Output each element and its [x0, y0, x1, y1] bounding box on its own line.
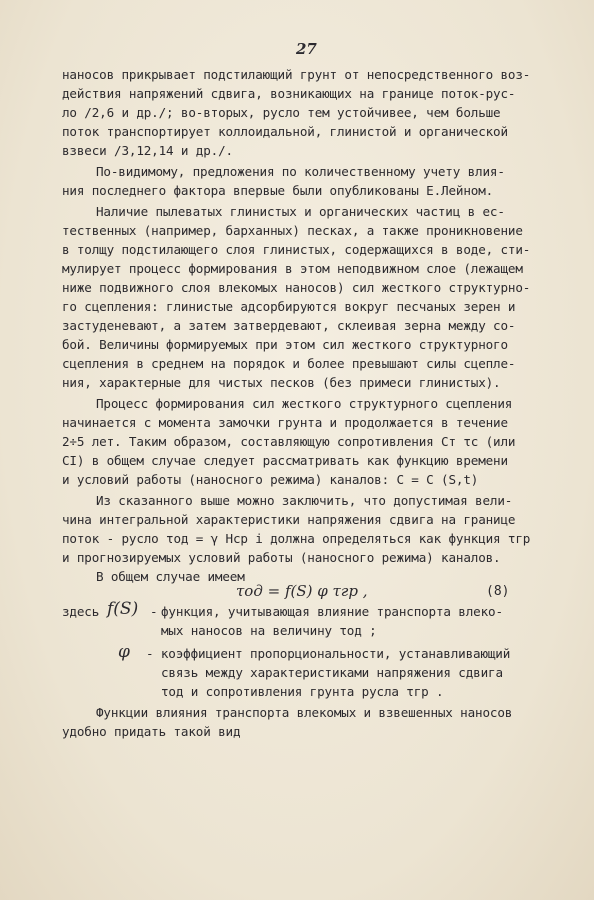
text-line: застуденевают, а затем затвердевают, склеивая зерна между со-: [62, 318, 516, 333]
text-line: 2÷5 лет. Таким образом, составляющую сопротивления Cт τс (или: [62, 434, 516, 449]
page-number: 27: [296, 40, 317, 58]
definition-prefix: здесь: [62, 604, 100, 619]
equation: τод = f(S) φ τгр ,: [236, 582, 368, 600]
text-line: Процесс формирования сил жесткого структурного сцепления: [96, 396, 513, 411]
text-line: сцепления в среднем на порядок и более превышают силы сцепле-: [62, 356, 516, 371]
text-line: ния, характерные для чистых песков (без примеси глинистых).: [62, 375, 501, 390]
text-line: связь между характеристиками напряжения сдвига: [161, 665, 503, 680]
text-line: - коэффициент пропорциональности, устанавливающий: [146, 646, 511, 661]
text-line: Функции влияния транспорта влекомых и взвешенных наносов: [96, 705, 513, 720]
text-line: ниже подвижного слоя влекомых наносов) сил жесткого структурно-: [62, 280, 531, 295]
text-line: мулирует процесс формирования в этом неподвижном слое (лежащем: [62, 261, 523, 276]
text-line: взвеси /3,12,14 и др./.: [62, 143, 233, 158]
equation-number: (8): [486, 584, 510, 599]
text-line: начинается с момента замочки грунта и продолжается в течение: [62, 415, 508, 430]
text-line: По-видимому, предложения по количественному учету влия-: [96, 164, 505, 179]
definition-dash: -: [150, 604, 158, 619]
text-line: мых наносов на величину τод ;: [161, 623, 377, 638]
text-line: τод и сопротивления грунта русла τгр .: [161, 684, 444, 699]
text-line: наносов прикрывает подстилающий грунт от непосредственного воз-: [62, 67, 531, 82]
text-line: ния последнего фактора впервые были опубликованы Е.Лейном.: [62, 183, 494, 198]
text-line: Наличие пылеватых глинистых и органических частиц в ес-: [96, 204, 505, 219]
text-line: бой. Величины формируемых при этом сил жесткого структурного: [62, 337, 508, 352]
text-line: функция, учитывающая влияние транспорта влеко-: [161, 604, 503, 619]
definition-symbol-phi: φ: [118, 642, 130, 662]
definition-symbol-fs: f(S): [107, 599, 139, 619]
text-line: и условий работы (наносного режима) каналов: C = C (S,t): [62, 472, 479, 487]
text-line: действия напряжений сдвига, возникающих на границе поток-рус-: [62, 86, 516, 101]
text-line: в толщу подстилающего слоя глинистых, содержащихся в воде, сти-: [62, 242, 531, 257]
text-line: В общем случае имеем: [96, 569, 245, 584]
text-line: го сцепления: глинистые адсорбируются вокруг песчаных зерен и: [62, 299, 516, 314]
text-line: ло /2,6 и др./; во-вторых, русло тем устойчивее, чем больше: [62, 105, 501, 120]
text-line: Из сказанного выше можно заключить, что допустимая вели-: [96, 493, 513, 508]
text-line: поток транспортирует коллоидальной, глинистой и органической: [62, 124, 508, 139]
text-line: поток - русло τод = γ Hср i должна определяться как функция τгр: [62, 531, 531, 546]
text-line: и прогнозируемых условий работы (наносного режима) каналов.: [62, 550, 501, 565]
text-line: удобно придать такой вид: [62, 724, 241, 739]
text-line: тественных (например, барханных) песках, а также проникновение: [62, 223, 523, 238]
text-line: CI) в общем случае следует рассматривать как функцию времени: [62, 453, 508, 468]
text-line: чина интегральной характеристики напряжения сдвига на границе: [62, 512, 516, 527]
